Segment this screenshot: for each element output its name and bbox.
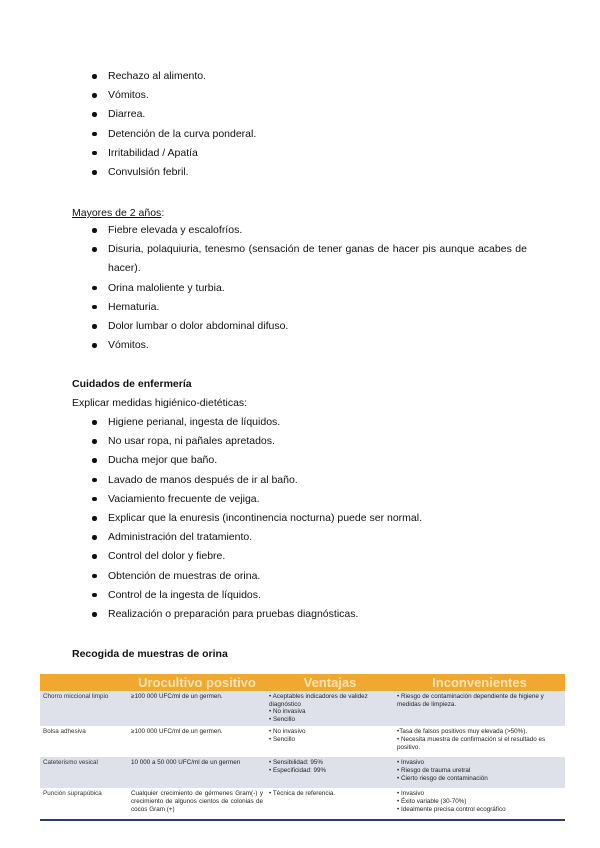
list-item: Orina maloliente y turbia. [72,279,527,298]
cell-disadvantages: •Tasa de falsos positivos muy elevada (>50%). • Necesita muestra de confirmación si el resultado es positivo. [394,726,565,757]
list-item: No usar ropa, ni pañales apretados. [72,432,527,451]
list-item: Irritabilidad / Apatía [72,144,527,163]
list-item: Hematuria. [72,298,527,317]
table-row [40,788,565,820]
list-item: Detención de la curva ponderal. [72,125,527,144]
infant-symptoms-list [72,67,527,182]
older-symptoms-list [72,221,527,355]
cell-method: Punción suprapúbica [40,788,128,820]
cell-positive: Cualquier crecimiento de gérmenes Gram(-) y crecimiento de algunos cientos de colonias de cocos Gram (+) [128,788,266,820]
cell-positive: 10 000 a 50 000 UFC/ml de un germen [128,757,266,788]
list-item: Disuria, polaquiuria, tenesmo (sensación de tener ganas de hacer pis aunque acabes de hacer). [72,240,527,278]
older-heading-colon: : [161,207,165,219]
cell-advantages: • Técnica de referencia. [266,788,394,820]
list-item: Rechazo al alimento. [72,67,527,86]
header-method [40,674,128,691]
list-item: Control del dolor y fiebre. [72,547,527,566]
header-disadvantages: Inconvenientes [394,674,565,691]
table-row [40,757,565,788]
urine-heading: Recogida de muestras de orina [72,648,228,660]
list-item: Control de la ingesta de líquidos. [72,586,527,605]
cell-advantages: • Sensibilidad: 95% • Especificidad: 99% [266,757,394,788]
list-item: Higiene perianal, ingesta de líquidos. [72,413,527,432]
list-item: Explicar que la enuresis (incontinencia nocturna) puede ser normal. [72,509,527,528]
cell-disadvantages: • Invasivo • Riesgo de trauma uretral • Cierto riesgo de contaminación [394,757,565,788]
cell-method: Chorro miccional limpio [40,691,128,726]
table-header-row [40,674,565,691]
list-item: Ducha mejor que baño. [72,451,527,470]
list-item: Fiebre elevada y escalofríos. [72,221,527,240]
list-item: Vómitos. [72,86,527,105]
list-item: Diarrea. [72,105,527,124]
list-item: Dolor lumbar o dolor abdominal difuso. [72,317,527,336]
older-heading [72,206,164,220]
table-row [40,691,565,726]
cell-disadvantages: • Riesgo de contaminación dependiente de higiene y medidas de limpieza. [394,691,565,726]
list-item: Administración del tratamiento. [72,528,527,547]
cell-disadvantages: • Invasivo • Éxito variable (30-70%) • Idealmente precisa control ecográfico [394,788,565,820]
care-intro: Explicar medidas higiénico-dietéticas: [72,397,248,409]
table-row [40,726,565,757]
header-positive: Urocultivo positivo [128,674,266,691]
list-item: Vómitos. [72,336,527,355]
cell-positive: ≥100 000 UFC/ml de un germen. [128,726,266,757]
care-heading: Cuidados de enfermería [72,378,192,390]
header-advantages: Ventajas [266,674,394,691]
list-item: Lavado de manos después de ir al baño. [72,471,527,490]
older-heading-text: Mayores de 2 años [72,207,162,219]
cell-method: Bolsa adhesiva [40,726,128,757]
list-item: Obtención de muestras de orina. [72,567,527,586]
cell-method: Cateterismo vesical [40,757,128,788]
list-item: Convulsión febril. [72,163,527,182]
cell-positive: ≥100 000 UFC/ml de un germen. [128,691,266,726]
urine-samples-table [40,674,565,821]
cell-advantages: • Aceptables indicadores de validez diagnóstico • No invasiva • Sencillo [266,691,394,726]
cell-advantages: • No invasivo • Sencillo [266,726,394,757]
care-list [72,413,527,624]
list-item: Realización o preparación para pruebas diagnósticas. [72,605,527,624]
list-item: Vaciamiento frecuente de vejiga. [72,490,527,509]
